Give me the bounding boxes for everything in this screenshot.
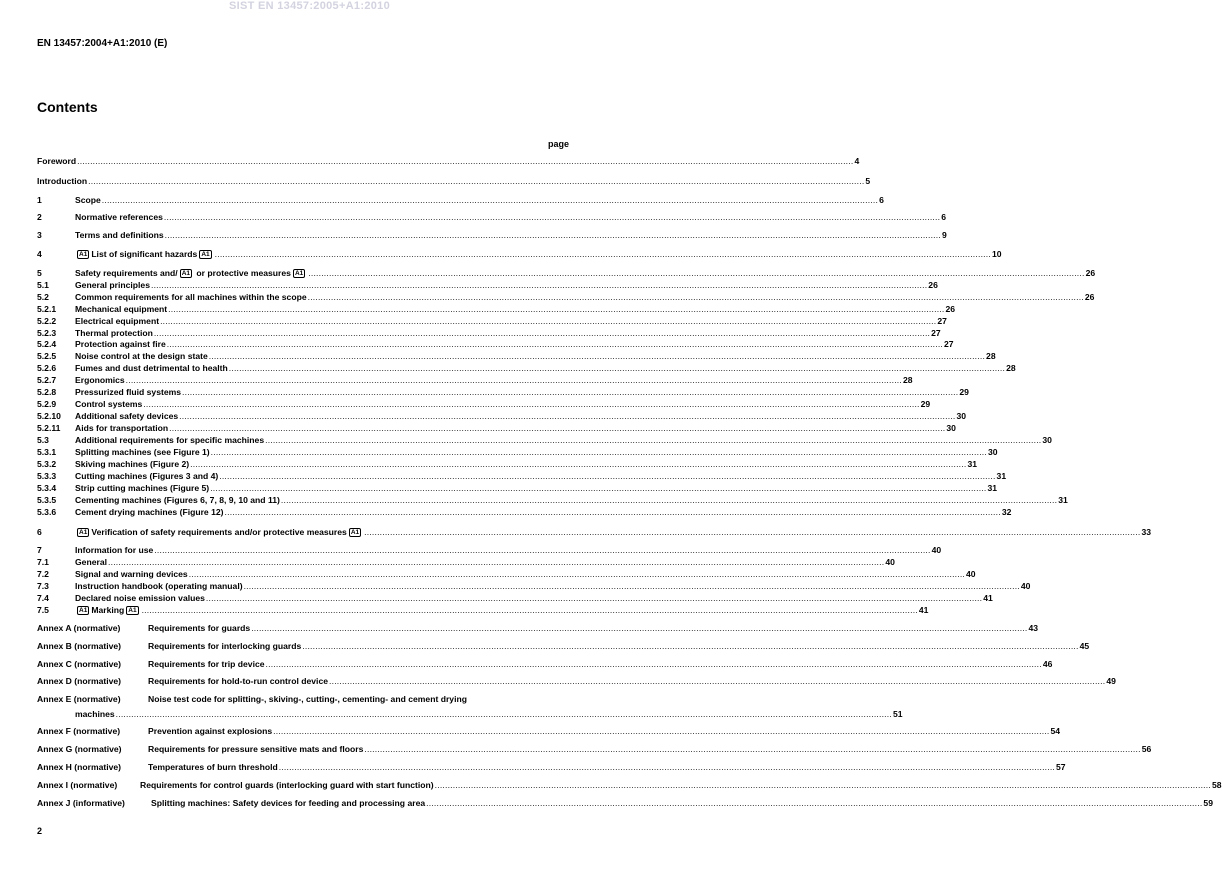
toc-entry[interactable]: [37, 316, 947, 327]
toc-entry-title: Prevention against explosions: [148, 726, 273, 736]
toc-entry-page: 26: [928, 280, 938, 290]
leader-dots: ............................................................................................................................................................................................................................................................................................................: [169, 423, 946, 433]
toc-entry-title: Requirements for trip device: [148, 659, 265, 669]
toc-entry-page: 9: [941, 230, 947, 240]
toc-entry-title: Cutting machines (Figures 3 and 4): [75, 471, 219, 481]
toc-entry-continuation[interactable]: [37, 709, 903, 720]
leader-dots: ............................................................................................................................................................................................................................................................................................................: [154, 545, 931, 555]
toc-entry[interactable]: [37, 268, 1096, 279]
toc-entry-number: Annex H (normative): [37, 762, 122, 772]
toc-entry-title: Requirements for pressure sensitive mats and floors: [148, 744, 364, 754]
toc-entry-title: General principles: [75, 280, 150, 290]
toc-entry-number: Annex G (normative): [37, 744, 122, 754]
toc-entry-number: 5.2.9: [37, 399, 57, 409]
leader-dots: ............................................................................................................................................................................................................................................................................................................: [214, 249, 991, 259]
toc-entry-title: Temperatures of burn threshold: [148, 762, 278, 772]
toc-entry[interactable]: [37, 195, 884, 206]
toc-entry[interactable]: [37, 435, 1052, 446]
toc-entry-number: 5.2.10: [37, 411, 61, 421]
toc-entry[interactable]: [37, 339, 954, 350]
toc-entry-number: 7.1: [37, 557, 49, 567]
toc-entry-page: 49: [1106, 676, 1116, 686]
toc-entry-page: 27: [937, 316, 947, 326]
toc-entry-page: 59: [1203, 798, 1213, 808]
leader-dots: ............................................................................................................................................................................................................................................................................................................: [243, 581, 1020, 591]
toc-entry-page: 40: [966, 569, 976, 579]
leader-dots: ............................................................................................................................................................................................................................................................................................................: [151, 280, 928, 290]
amendment-end-marker: A1: [294, 270, 304, 277]
toc-entry-page: 30: [946, 423, 956, 433]
leader-dots: ............................................................................................................................................................................................................................................................................................................: [280, 495, 1058, 505]
toc-entry-title: Splitting machines (see Figure 1): [75, 447, 210, 457]
toc-entry-number: 6: [37, 527, 42, 537]
toc-entry[interactable]: [37, 623, 1039, 634]
page-title: Contents: [37, 99, 98, 115]
leader-dots: ............................................................................................................................................................................................................................................................................................................: [302, 641, 1079, 651]
toc-entry-page: 26: [1085, 268, 1096, 278]
toc-entry-title: Pressurized fluid systems: [75, 387, 182, 397]
leader-dots: ............................................................................................................................................................................................................................................................................................................: [308, 268, 1085, 278]
toc-entry[interactable]: [37, 399, 931, 410]
leader-dots: ............................................................................................................................................................................................................................................................................................................: [182, 387, 959, 397]
toc-entry-page: 45: [1079, 641, 1090, 651]
toc-entry-title: Information for use: [75, 545, 154, 555]
toc-entry[interactable]: [37, 351, 996, 362]
toc-entry-page: 41: [918, 605, 929, 615]
toc-entry-number: 5.2.4: [37, 339, 57, 349]
leader-dots: ............................................................................................................................................................................................................................................................................................................: [224, 507, 1001, 517]
toc-entry-title: A1 Verification of safety requirements and/or protective measures A1: [79, 527, 360, 537]
toc-entry[interactable]: [37, 363, 1016, 374]
toc-entry-title: Requirements for interlocking guards: [148, 641, 302, 651]
leader-dots: ............................................................................................................................................................................................................................................................................................................: [273, 726, 1050, 736]
leader-dots: ............................................................................................................................................................................................................................................................................................................: [265, 435, 1042, 445]
toc-entry[interactable]: [37, 641, 1090, 652]
toc-entry-page: 46: [1042, 659, 1053, 669]
toc-entry-page: 32: [1001, 507, 1012, 517]
toc-entry-number: 7.3: [37, 581, 49, 591]
toc-entry-number: 4: [37, 249, 42, 259]
toc-entry-title: Cement drying machines (Figure 12): [75, 507, 224, 517]
leader-dots: ............................................................................................................................................................................................................................................................................................................: [210, 447, 987, 457]
toc-entry[interactable]: [37, 411, 967, 422]
toc-entry-page: 54: [1050, 726, 1061, 736]
toc-entry-number: 2: [37, 212, 42, 222]
toc-entry-number: 5.2.3: [37, 328, 57, 338]
toc-entry[interactable]: [37, 557, 895, 568]
toc-entry[interactable]: [37, 230, 947, 241]
leader-dots: ............................................................................................................................................................................................................................................................................................................: [278, 762, 1056, 772]
toc-entry-page: 43: [1028, 623, 1039, 633]
toc-entry-page: 26: [945, 304, 956, 314]
toc-entry-page: 40: [1020, 581, 1031, 591]
toc-entry-number: Annex J (informative): [37, 798, 125, 808]
leader-dots: ............................................................................................................................................................................................................................................................................................................: [77, 156, 854, 166]
document-id: EN 13457:2004+A1:2010 (E): [37, 38, 168, 49]
toc-entry[interactable]: [37, 471, 1007, 482]
toc-entry-page: 28: [902, 375, 913, 385]
leader-dots: ............................................................................................................................................................................................................................................................................................................: [251, 623, 1028, 633]
toc-entry-number: Annex F (normative): [37, 726, 121, 736]
page-column-label: page: [547, 139, 569, 149]
page-number: 2: [37, 826, 43, 836]
toc-entry-page: 29: [920, 399, 931, 409]
toc-entry-page: 30: [987, 447, 998, 457]
toc-entry-number: 5.2.6: [37, 363, 57, 373]
leader-dots: ............................................................................................................................................................................................................................................................................................................: [179, 411, 956, 421]
toc-entry-page: 56: [1141, 744, 1152, 754]
toc-entry-title: Requirements for guards: [148, 623, 251, 633]
leader-dots: ............................................................................................................................................................................................................................................................................................................: [307, 292, 1084, 302]
leader-dots: ............................................................................................................................................................................................................................................................................................................: [426, 798, 1203, 808]
toc-entry-page: 31: [1058, 495, 1068, 505]
toc-entry[interactable]: [37, 545, 942, 556]
toc-entry[interactable]: [37, 694, 569, 705]
amendment-end-marker: A1: [201, 251, 210, 258]
toc-entry[interactable]: [37, 762, 1066, 773]
toc-entry-title: Splitting machines: Safety devices for feeding and processing area: [151, 798, 426, 808]
leader-dots: ............................................................................................................................................................................................................................................................................................................: [219, 471, 996, 481]
toc-entry[interactable]: [37, 156, 860, 167]
toc-entry-page: 28: [1006, 363, 1016, 373]
toc-entry[interactable]: [37, 507, 1012, 518]
amendment-end-marker: A1: [350, 529, 360, 536]
toc-entry[interactable]: [37, 280, 938, 291]
toc-entry-title: Normative references: [75, 212, 163, 222]
toc-entry-title: Aids for transportation: [75, 423, 169, 433]
toc-entry-title: Signal and warning devices: [75, 569, 188, 579]
toc-entry[interactable]: [37, 659, 1053, 670]
toc-entry-title: Terms and definitions: [75, 230, 164, 240]
toc-entry[interactable]: [37, 744, 1152, 755]
toc-entry-number: 5.1: [37, 280, 49, 290]
toc-entry-number: Annex I (normative): [37, 780, 118, 790]
leader-dots: ............................................................................................................................................................................................................................................................................................................: [164, 230, 941, 240]
toc-entry-number: Annex D (normative): [37, 676, 122, 686]
toc-entry[interactable]: [37, 798, 1213, 809]
leader-dots: ............................................................................................................................................................................................................................................................................................................: [228, 363, 1006, 373]
toc-entry-title: Protection against fire: [75, 339, 166, 349]
toc-entry-title: Electrical equipment: [75, 316, 160, 326]
toc-entry-page: 30: [1042, 435, 1052, 445]
toc-entry-number: Annex C (normative): [37, 659, 122, 669]
toc-entry-page: 58: [1211, 780, 1222, 790]
leader-dots: ............................................................................................................................................................................................................................................................................................................: [101, 195, 879, 205]
leader-dots: ............................................................................................................................................................................................................................................................................................................: [265, 659, 1042, 669]
toc-entry[interactable]: [37, 447, 998, 458]
leader-dots: ............................................................................................................................................................................................................................................................................................................: [115, 709, 892, 719]
toc-entry[interactable]: [37, 483, 998, 494]
toc-entry-number: Annex E (normative): [37, 694, 121, 704]
toc-entry-number: 5: [37, 268, 42, 278]
toc-entry[interactable]: [37, 249, 1002, 260]
toc-entry-number: 5.2.2: [37, 316, 57, 326]
toc-entry[interactable]: [37, 176, 871, 187]
toc-entry-page: 5: [865, 176, 871, 186]
toc-entry-number: 5.2.5: [37, 351, 57, 361]
amendment-end-marker: A1: [128, 607, 137, 614]
toc-entry-number: 7.4: [37, 593, 49, 603]
toc-entry-title: Requirements for control guards (interlocking guard with start function): [140, 780, 434, 790]
toc-entry-page: 4: [854, 156, 860, 166]
toc-entry-page: 51: [892, 709, 903, 719]
toc-entry-page: 31: [996, 471, 1007, 481]
toc-entry-title: Additional requirements for specific machines: [75, 435, 265, 445]
toc-entry-page: 27: [931, 328, 941, 338]
toc-entry-number: 5.2.8: [37, 387, 57, 397]
toc-entry-title: Fumes and dust detrimental to health: [75, 363, 228, 373]
leader-dots: ............................................................................................................................................................................................................................................................................................................: [88, 176, 865, 186]
toc-entry[interactable]: [37, 780, 1222, 791]
toc-entry-page: 28: [986, 351, 996, 361]
leader-dots: ............................................................................................................................................................................................................................................................................................................: [141, 605, 918, 615]
leader-dots: ............................................................................................................................................................................................................................................................................................................: [160, 316, 937, 326]
toc-entry-title: Cementing machines (Figures 6, 7, 8, 9, 10 and 11): [75, 495, 280, 505]
amendment-start-marker: A1: [79, 251, 88, 258]
toc-entry[interactable]: [37, 375, 913, 386]
toc-entry-title: Safety requirements and/ A1 or protective measures A1: [75, 268, 304, 278]
toc-entry-page: 30: [956, 411, 967, 421]
toc-entry-title: Scope: [75, 195, 101, 205]
leader-dots: ............................................................................................................................................................................................................................................................................................................: [163, 212, 941, 222]
toc-entry-title: Thermal protection: [75, 328, 153, 338]
toc-entry-number: 7.5: [37, 605, 49, 615]
leader-dots: ............................................................................................................................................................................................................................................................................................................: [210, 483, 987, 493]
toc-entry-page: 6: [879, 195, 884, 205]
leader-dots: ............................................................................................................................................................................................................................................................................................................: [208, 351, 986, 361]
leader-dots: ............................................................................................................................................................................................................................................................................................................: [329, 676, 1106, 686]
toc-entry-title: Noise test code for splitting-, skiving-, cutting-, cementing- and cement drying: [148, 694, 467, 704]
toc-entry-title: A1 List of significant hazards A1: [79, 249, 210, 259]
toc-entry-number: 5.3.6: [37, 507, 57, 517]
toc-entry-number: Annex A (normative): [37, 623, 121, 633]
toc-entry-page: 31: [987, 483, 998, 493]
toc-entry[interactable]: [37, 495, 1068, 506]
leader-dots: ............................................................................................................................................................................................................................................................................................................: [168, 304, 945, 314]
leader-dots: ............................................................................................................................................................................................................................................................................................................: [364, 744, 1141, 754]
toc-entry[interactable]: [37, 423, 956, 434]
amendment-start-marker: A1: [79, 529, 88, 536]
toc-entry-number: 5.3.2: [37, 459, 57, 469]
toc-entry[interactable]: [37, 593, 993, 604]
toc-entry[interactable]: [37, 212, 946, 223]
toc-entry-number: Annex B (normative): [37, 641, 122, 651]
toc-entry-page: 10: [991, 249, 1002, 259]
toc-entry-number: 5.2.11: [37, 423, 61, 433]
amendment-start-marker: A1: [181, 270, 190, 277]
toc-entry-title: Declared noise emission values: [75, 593, 205, 603]
toc-entry-page: 57: [1056, 762, 1066, 772]
toc-entry[interactable]: [37, 459, 977, 470]
toc-entry-number: 7: [37, 545, 42, 555]
toc-entry-title: Control systems: [75, 399, 143, 409]
toc-entry-number: 7.2: [37, 569, 49, 579]
leader-dots: ............................................................................................................................................................................................................................................................................................................: [364, 527, 1141, 537]
toc-entry-title: Instruction handbook (operating manual): [75, 581, 243, 591]
toc-entry-title: Additional safety devices: [75, 411, 179, 421]
leader-dots: ............................................................................................................................................................................................................................................................................................................: [108, 557, 885, 567]
toc-entry-number: 5.3: [37, 435, 49, 445]
toc-entry[interactable]: [37, 605, 929, 616]
leader-dots: ............................................................................................................................................................................................................................................................................................................: [125, 375, 902, 385]
toc-entry-page: 27: [944, 339, 954, 349]
toc-entry[interactable]: [37, 676, 1116, 687]
toc-entry-number: 5.3.5: [37, 495, 57, 505]
toc-entry-number: 5.2.1: [37, 304, 57, 314]
watermark: SIST EN 13457:2005+A1:2010: [229, 0, 390, 12]
toc-entry-title: Introduction: [37, 176, 88, 186]
toc-entry-title: Strip cutting machines (Figure 5): [75, 483, 210, 493]
toc-entry-number: 5.3.1: [37, 447, 57, 457]
toc-entry-title: Mechanical equipment: [75, 304, 168, 314]
toc-entry-page: 31: [967, 459, 977, 469]
leader-dots: ............................................................................................................................................................................................................................................................................................................: [153, 328, 931, 338]
toc-entry-number: 5.3.4: [37, 483, 57, 493]
toc-entry-number: 5.2: [37, 292, 49, 302]
toc-entry-page: 26: [1084, 292, 1095, 302]
amendment-start-marker: A1: [79, 607, 88, 614]
leader-dots: ............................................................................................................................................................................................................................................................................................................: [143, 399, 920, 409]
leader-dots: ............................................................................................................................................................................................................................................................................................................: [166, 339, 944, 349]
toc-entry[interactable]: [37, 292, 1095, 303]
toc-entry-page: 41: [983, 593, 993, 603]
toc-entry-number: 5.2.7: [37, 375, 57, 385]
toc-entry-title: Ergonomics: [75, 375, 125, 385]
toc-entry-title: Requirements for hold-to-run control device: [148, 676, 329, 686]
leader-dots: ............................................................................................................................................................................................................................................................................................................: [190, 459, 967, 469]
toc-entry-page: 6: [941, 212, 946, 222]
toc-entry[interactable]: [37, 527, 1151, 538]
toc-entry-title: General: [75, 557, 108, 567]
toc-entry[interactable]: [37, 328, 941, 339]
toc-entry[interactable]: [37, 387, 969, 398]
toc-entry-page: 40: [931, 545, 942, 555]
toc-entry[interactable]: [37, 726, 1061, 737]
leader-dots: ............................................................................................................................................................................................................................................................................................................: [188, 569, 966, 579]
toc-entry-title: Common requirements for all machines within the scope: [75, 292, 307, 302]
toc-entry-number: 5.3.3: [37, 471, 57, 481]
toc-entry-title: Skiving machines (Figure 2): [75, 459, 190, 469]
toc-entry-page: 29: [959, 387, 969, 397]
toc-entry[interactable]: [37, 581, 1031, 592]
toc-entry-page: 40: [885, 557, 895, 567]
toc-entry[interactable]: [37, 569, 976, 580]
toc-entry[interactable]: [37, 304, 956, 315]
leader-dots: ............................................................................................................................................................................................................................................................................................................: [205, 593, 983, 603]
toc-entry-title: Noise control at the design state: [75, 351, 208, 361]
toc-entry-title: machines: [75, 709, 115, 719]
toc-entry-title: A1 Marking A1: [79, 605, 137, 615]
toc-entry-number: 3: [37, 230, 42, 240]
toc-entry-number: 1: [37, 195, 42, 205]
toc-entry-page: 33: [1141, 527, 1151, 537]
leader-dots: ............................................................................................................................................................................................................................................................................................................: [434, 780, 1211, 790]
toc-entry-title: Foreword: [37, 156, 77, 166]
